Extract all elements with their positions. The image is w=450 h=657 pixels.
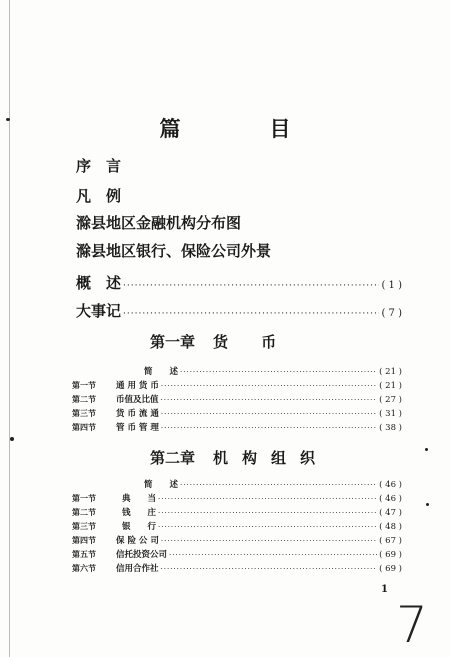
scan-speck: [6, 118, 10, 121]
dot-leader: [161, 424, 377, 432]
section-page: ( 31 ): [379, 409, 402, 419]
chapter-label: 第一章: [150, 333, 196, 351]
section-page: ( 27 ): [379, 395, 402, 405]
dot-leader: [161, 410, 377, 418]
dot-leader: [169, 551, 377, 559]
dot-leader: [161, 396, 378, 404]
toc-entry-chronicle: [76, 300, 402, 321]
section-page: ( 46 ): [379, 494, 402, 504]
section-page: ( 69 ): [379, 550, 402, 560]
section-number: 第二节: [72, 394, 96, 404]
dot-leader: [161, 382, 377, 390]
toc-entry-page: ( 7 ): [381, 308, 402, 319]
section-title: 管 币 管 理: [116, 423, 159, 433]
chapter-name: 货 币: [213, 333, 291, 351]
section-number: 第三节: [72, 521, 96, 531]
section-number: 第三节: [72, 408, 96, 418]
section-title: 简 述: [144, 367, 179, 377]
dot-leader: [158, 509, 377, 517]
page-title: 篇 目: [159, 116, 325, 141]
section-number: 第六节: [72, 563, 96, 573]
section-number: 第一节: [72, 380, 96, 390]
page-number: 1: [381, 584, 388, 595]
section-number: 第五节: [72, 549, 96, 559]
toc-entry-page: ( 1 ): [381, 280, 402, 291]
section-page: ( 21 ): [379, 367, 402, 377]
scan-speck: [425, 448, 428, 451]
toc-row: [72, 506, 402, 518]
toc-row: [72, 365, 402, 377]
section-number: 第二节: [72, 507, 96, 517]
toc-row: [72, 393, 402, 405]
chapter-1-heading: [150, 331, 290, 352]
section-page: ( 38 ): [379, 423, 402, 433]
section-title: 保 险 公 司: [116, 536, 159, 546]
scan-speck: [426, 503, 429, 506]
dot-leader: [180, 481, 377, 489]
section-title: 简 述: [144, 480, 179, 490]
toc-row: [72, 478, 402, 490]
section-title: 银 行: [122, 522, 157, 532]
front-matter-map: 滁县地区金融机构分布图: [76, 214, 242, 232]
section-title: 信托投资公司: [116, 550, 168, 560]
front-matter-notes: 凡 例: [76, 187, 122, 205]
toc-entry-title: 大事记: [76, 302, 122, 320]
dot-leader: [161, 537, 377, 545]
dot-leader: [123, 281, 379, 291]
section-title: 典 当: [122, 494, 157, 504]
chapter-label: 第二章: [150, 449, 196, 467]
toc-row: [72, 534, 402, 546]
toc-row: [72, 407, 402, 419]
section-page: ( 21 ): [379, 381, 402, 391]
chapter-name: 机构组织: [213, 449, 330, 467]
dot-leader: [180, 368, 377, 376]
toc-row: [72, 520, 402, 532]
section-title: 货 币 流 通: [116, 409, 159, 419]
section-page: ( 46 ): [379, 480, 402, 490]
scan-speck: [10, 437, 14, 441]
section-number: 第一节: [72, 493, 96, 503]
section-number: 第四节: [72, 535, 96, 545]
front-matter-photos: 滁县地区银行、保险公司外景: [76, 242, 272, 260]
toc-row: [72, 492, 402, 504]
section-title: 钱 庄: [122, 508, 157, 518]
section-title: 币值及比值: [116, 395, 159, 405]
toc-entry-title: 概 述: [76, 274, 122, 292]
section-page: ( 67 ): [379, 536, 402, 546]
toc-row: [72, 421, 402, 433]
dot-leader: [158, 495, 377, 503]
toc-row: [72, 379, 402, 391]
dot-leader: [123, 309, 379, 319]
handwritten-number: 7: [396, 596, 428, 654]
chapter-2-heading: [150, 447, 329, 468]
section-page: ( 47 ): [379, 508, 402, 518]
toc-row: [72, 562, 402, 574]
section-number: 第四节: [72, 422, 96, 432]
toc-entry-overview: [76, 272, 402, 293]
section-page: ( 69 ): [379, 564, 402, 574]
section-page: ( 48 ): [379, 522, 402, 532]
dot-leader: [158, 523, 377, 531]
section-title: 信用合作社: [116, 564, 159, 574]
front-matter-preface: 序 言: [76, 157, 122, 175]
dot-leader: [161, 565, 378, 573]
section-title: 通 用 货 币: [116, 381, 159, 391]
toc-row: [72, 548, 402, 560]
page-edge-line: [9, 0, 10, 657]
